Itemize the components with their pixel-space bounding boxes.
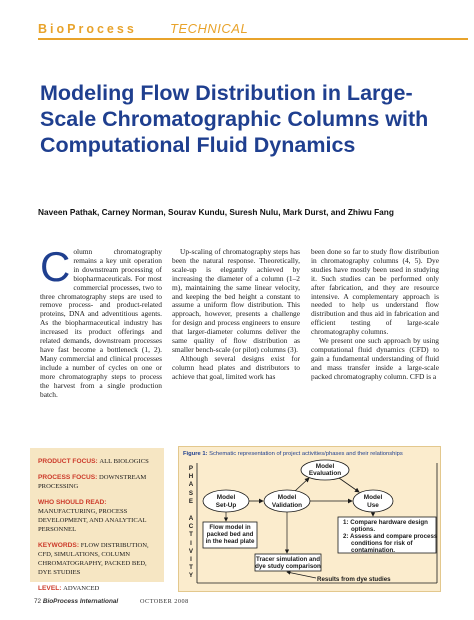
body-paragraph: We present one such approach by using computational fluid dynamics (CFD) to gain a fundamental understanding of fluid and mass transfer inside a large-scale packed chromatography column. CFD is a xyxy=(311,336,439,381)
connector-results-to-tracer xyxy=(287,572,316,578)
who-should-read-label: WHO SHOULD READ: xyxy=(38,499,107,506)
drop-cap: C xyxy=(40,243,71,290)
activity-axis-label: A C T I V I T Y xyxy=(188,515,194,580)
page-number: 72 xyxy=(34,598,42,605)
figure-caption-text: Schematic representation of project activities/phases and their relationships xyxy=(209,451,403,457)
level-value: ADVANCED xyxy=(63,585,100,592)
process-focus-row xyxy=(38,473,156,491)
body-column-1 xyxy=(40,243,162,399)
process-focus-label: PROCESS FOCUS: xyxy=(38,474,98,481)
flow-diagram xyxy=(179,447,442,593)
model-validation-label-1: Model xyxy=(277,494,297,501)
flow-model-text-1: Flow model in xyxy=(209,524,251,531)
model-evaluation-label-2: Evaluation xyxy=(308,470,342,477)
model-setup-label-1: Model xyxy=(216,494,236,501)
use-text-2: options. xyxy=(351,526,376,533)
model-use-label-1: Model xyxy=(363,494,383,501)
model-setup-label-2: Set-Up xyxy=(215,502,237,509)
arrow-validation-to-evaluation xyxy=(295,478,309,491)
magazine-brand: BioProcess xyxy=(38,22,137,36)
model-use-label-2: Use xyxy=(367,502,379,509)
figure-1 xyxy=(178,446,441,592)
body-column-3 xyxy=(311,248,439,382)
who-should-read-value: MANUFACTURING, PROCESS DEVELOPMENT, AND ANALYTICAL PERSONNEL xyxy=(38,508,147,533)
figure-label: Figure 1: xyxy=(183,451,208,457)
product-focus-row xyxy=(38,457,156,466)
page-footer xyxy=(34,598,118,605)
level-label: LEVEL: xyxy=(38,585,62,592)
body-paragraph: olumn chromatography remains a key unit operation in downstream processing of biopharmaceuticals. For most commercial processes, two to three chromatography steps are used to remove process- and product-related proteins, DNA and adventitious agents. As the biopharmaceutical industry has increased its product offerings and related demands, downstream processes have fast become a bottleneck (1, 2). Many commercial and clinical processes include a number of cycles on one or more chromatography steps to process the harvest from a single production batch. xyxy=(40,247,162,399)
product-focus-value: ALL BIOLOGICS xyxy=(99,458,149,465)
issue-date: OCTOBER 2008 xyxy=(140,598,189,605)
arrow-evaluation-to-use xyxy=(339,478,359,492)
article-authors: Naveen Pathak, Carney Norman, Sourav Kundu, Suresh Nulu, Mark Durst, and Zhiwu Fang xyxy=(38,207,394,217)
tracer-text-1: Tracer simulation and xyxy=(256,556,320,563)
magazine-header xyxy=(20,16,460,38)
keywords-row xyxy=(38,541,156,577)
results-text: Results from dye studies xyxy=(317,576,391,583)
article-info-sidebar xyxy=(30,448,164,592)
body-paragraph: Up-scaling of chromatography steps has been the natural response. Theoretically, scale-up is elegantly achieved by increasing the diameter of a column (1–2 m), maintaining the same linear velocity, and keeping the bed height a constant to assume a uniform flow distribution. This approach, however, presents a challenge for design and process engineers to ensure that larger-diameter columns deliver the same quality of flow distribution as smaller bench-scale (or pilot) columns (3). xyxy=(172,247,300,354)
phase-axis-label: P H A S E xyxy=(188,465,194,505)
flow-model-text-2: packed bed and xyxy=(206,531,254,538)
model-evaluation-label-1: Model xyxy=(315,463,335,470)
header-divider xyxy=(38,38,468,40)
section-label: TECHNICAL xyxy=(170,21,249,36)
use-text-5: contamination. xyxy=(351,547,396,554)
use-text-3: 2: Assess and compare process xyxy=(343,533,438,540)
who-should-read-row xyxy=(38,498,156,534)
publication-name: BioProcess International xyxy=(42,598,119,605)
use-text-1: 1: Compare hardware design xyxy=(343,519,428,526)
keywords-label: KEYWORDS: xyxy=(38,542,80,549)
body-paragraph: Although several designs exist for column head plates and distributors to achieve that goal, limited work has xyxy=(172,353,300,381)
model-validation-label-2: Validation xyxy=(271,502,303,509)
level-row xyxy=(38,584,156,593)
use-text-4: conditions for risk of xyxy=(351,540,413,547)
process-focus-value: DOWNSTREAM PROCESSING xyxy=(38,474,147,490)
body-paragraph: been done so far to study flow distribution in chromatography columns (4, 5). Dye studies have mostly been used in studying it. Such studies can be performed only after fabrication, and they are resource intensive. A complementary approach is needed to help us understand flow distribution and thus aid in fabrication and efficient testing of large-scale chromatography columns. xyxy=(311,247,439,337)
flow-model-text-3: in the head plate xyxy=(205,538,255,545)
tracer-text-2: dye study comparison xyxy=(255,563,321,570)
body-column-2 xyxy=(172,248,300,382)
keywords-value: FLOW DISTRIBUTION, CFD, SIMULATIONS, COLUMN CHROMATOGRAPHY, PACKED BED, DYE STUDIES xyxy=(38,542,149,576)
product-focus-label: PRODUCT FOCUS: xyxy=(38,458,98,465)
article-title: Modeling Flow Distribution in Large-Scale Chromatographic Columns with Computational Fluid Dynamics xyxy=(40,81,429,157)
